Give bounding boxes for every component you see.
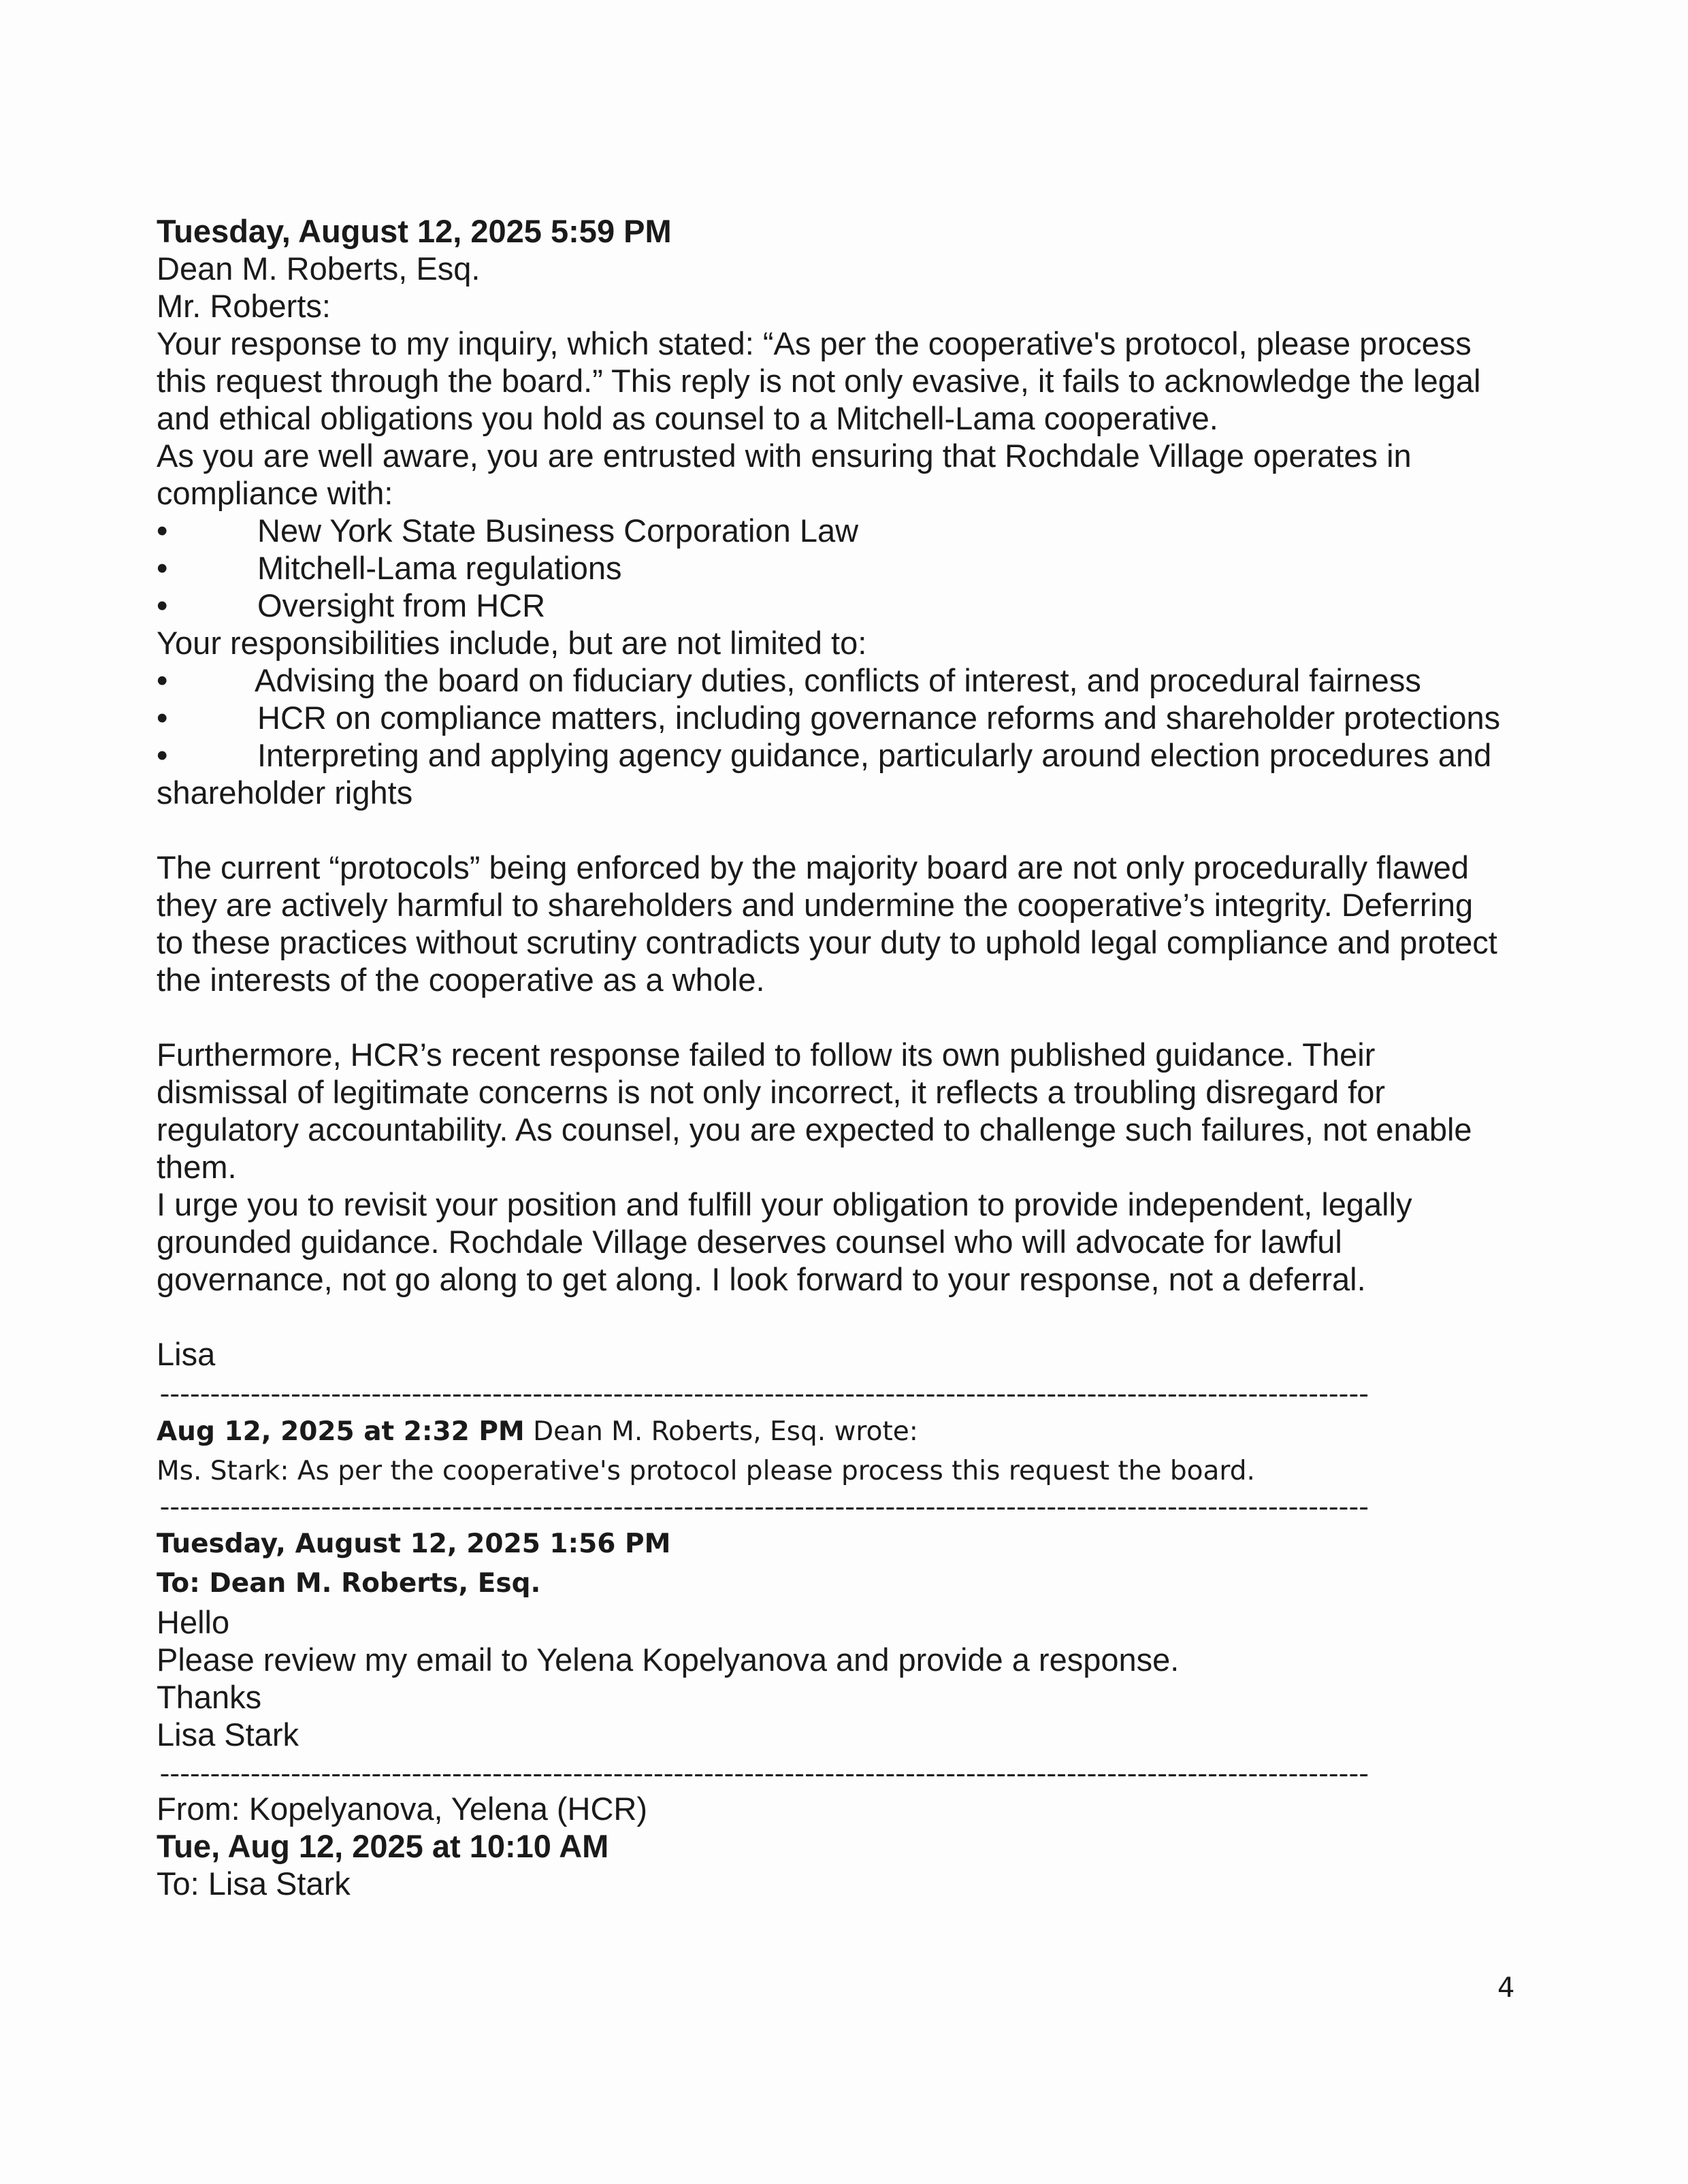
blank-line	[157, 1298, 1545, 1335]
bullet-text: New York State Business Corporation Law	[257, 512, 859, 549]
email-3	[157, 1525, 1545, 1753]
bullet-text: Interpreting and applying agency guidance, particularly around election procedures and	[257, 737, 1492, 773]
email-2-header	[157, 1412, 1545, 1452]
bullet-icon: •	[157, 512, 168, 549]
bullet-text: Mitchell-Lama regulations	[257, 550, 622, 586]
paragraph-line: regulatory accountability. As counsel, you are expected to challenge such failures, not enable	[157, 1111, 1472, 1147]
email-2-author: Dean M. Roberts, Esq. wrote:	[524, 1416, 918, 1447]
email-1-header: Tuesday, August 12, 2025 5:59 PM	[157, 213, 672, 249]
responsibility-bullet	[157, 699, 1545, 736]
bullet-text: HCR on compliance matters, including governance reforms and shareholder protections	[257, 700, 1501, 736]
email-1	[157, 212, 1545, 1373]
email-3-header: Tuesday, August 12, 2025 1:56 PM	[157, 1529, 671, 1559]
paragraph-line: this request through the board.” This reply is not only evasive, it fails to acknowledge the legal	[157, 363, 1481, 399]
compliance-bullet	[157, 549, 1545, 587]
email-4-to-line: To: Lisa Stark	[157, 1865, 351, 1902]
bullet-icon: •	[157, 550, 168, 586]
email-4	[157, 1790, 1545, 1902]
separator-line: ------------------------------------------------------------------------------------------------------------------------	[157, 1382, 1366, 1409]
paragraph-line: and ethical obligations you hold as counsel to a Mitchell-Lama cooperative.	[157, 400, 1218, 436]
separator-line: ------------------------------------------------------------------------------------------------------------------------	[157, 1495, 1366, 1522]
email-3-line: Lisa Stark	[157, 1716, 299, 1753]
paragraph-line: dismissal of legitimate concerns is not only incorrect, it reflects a troubling disregard for	[157, 1074, 1386, 1110]
bullet-wrap-line: shareholder rights	[157, 775, 413, 811]
email-3-line: Please review my email to Yelena Kopelyanova and provide a response.	[157, 1642, 1180, 1678]
paragraph-line: they are actively harmful to shareholders and undermine the cooperative’s integrity. Deferring	[157, 887, 1474, 923]
bullet-icon: •	[157, 737, 168, 773]
email-4-from-line: From: Kopelyanova, Yelena (HCR)	[157, 1791, 648, 1827]
paragraph-line: them.	[157, 1149, 237, 1185]
blank-line	[157, 998, 1545, 1036]
responsibility-bullet	[157, 736, 1545, 774]
email-1-to-line: Dean M. Roberts, Esq.	[157, 250, 481, 287]
compliance-bullet	[157, 512, 1545, 549]
compliance-bullet	[157, 587, 1545, 624]
paragraph-line: The current “protocols” being enforced by the majority board are not only procedurally flawed	[157, 849, 1470, 885]
signature: Lisa	[157, 1336, 216, 1372]
bullet-icon: •	[157, 662, 168, 698]
blank-line	[157, 811, 1545, 849]
bullet-icon: •	[157, 587, 168, 623]
paragraph-line: governance, not go along to get along. I look forward to your response, not a deferral.	[157, 1261, 1366, 1297]
bullet-text: Advising the board on fiduciary duties, conflicts of interest, and procedural fairness	[255, 662, 1421, 698]
email-2	[157, 1412, 1545, 1491]
paragraph-line: compliance with:	[157, 475, 393, 511]
responsibilities-intro: Your responsibilities include, but are not limited to:	[157, 625, 867, 661]
bullet-icon: •	[157, 700, 168, 736]
email-1-salutation: Mr. Roberts:	[157, 288, 331, 324]
paragraph-line: Your response to my inquiry, which stated: “As per the cooperative's protocol, please process	[157, 325, 1472, 361]
paragraph-line: Furthermore, HCR’s recent response failed to follow its own published guidance. Their	[157, 1037, 1376, 1073]
page-number: 4	[1497, 1972, 1515, 2004]
paragraph-line: As you are well aware, you are entrusted with ensuring that Rochdale Village operates in	[157, 438, 1412, 474]
email-3-to-line: To: Dean M. Roberts, Esq.	[157, 1568, 541, 1599]
paragraph-line: to these practices without scrutiny contradicts your duty to uphold legal compliance and protect	[157, 924, 1497, 960]
responsibility-bullet	[157, 662, 1545, 699]
email-4-date: Tue, Aug 12, 2025 at 10:10 AM	[157, 1828, 609, 1864]
email-2-body: Ms. Stark: As per the cooperative's protocol please process this request the board.	[157, 1456, 1255, 1486]
email-3-line: Thanks	[157, 1679, 262, 1715]
email-2-date: Aug 12, 2025 at 2:32 PM	[157, 1416, 525, 1447]
email-3-line: Hello	[157, 1604, 230, 1640]
separator-line: ------------------------------------------------------------------------------------------------------------------------	[157, 1761, 1366, 1789]
paragraph-line: the interests of the cooperative as a whole.	[157, 962, 765, 998]
paragraph-line: I urge you to revisit your position and fulfill your obligation to provide independent, legally	[157, 1186, 1412, 1222]
bullet-text: Oversight from HCR	[257, 587, 546, 623]
paragraph-line: grounded guidance. Rochdale Village deserves counsel who will advocate for lawful	[157, 1224, 1342, 1260]
